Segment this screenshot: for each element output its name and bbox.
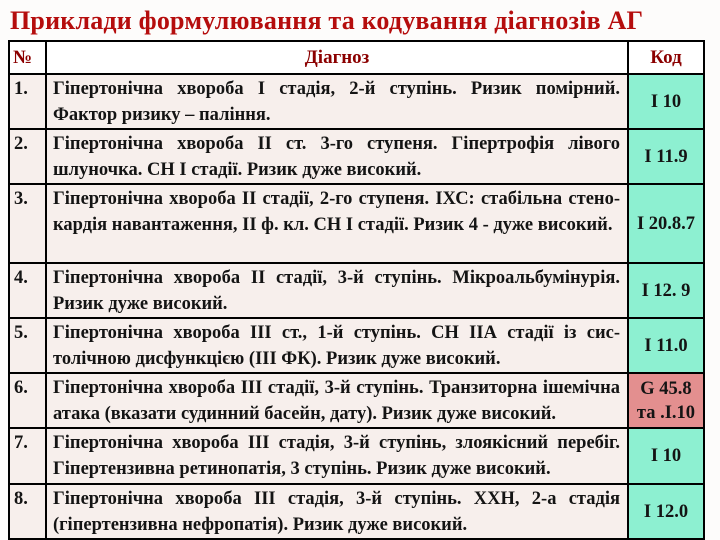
diagnosis-table xyxy=(8,40,705,540)
diagnosis-cell: Гіпертонічна хвороба I стадія, 2-й ступінь. Ризик помірний. Фактор ризику – паління. xyxy=(46,74,628,129)
table-row xyxy=(9,373,704,428)
row-number: 8. xyxy=(9,484,46,539)
table-header-row xyxy=(9,41,704,74)
table-row xyxy=(9,428,704,484)
code-cell: I 10 xyxy=(628,428,704,484)
code-cell: I 12. 9 xyxy=(628,263,704,318)
diagnosis-cell: Гіпертонічна хвороба III стадії, 3-й ступінь. Транзиторна ішемічна атака (вказати судинний басейн, дату). Ризик дуже високий. xyxy=(46,373,628,428)
code-cell: I 10 xyxy=(628,74,704,129)
row-number: 7. xyxy=(9,428,46,484)
table-body xyxy=(9,74,704,539)
row-number: 1. xyxy=(9,74,46,129)
table-row xyxy=(9,263,704,318)
row-number: 2. xyxy=(9,129,46,184)
table-row xyxy=(9,484,704,539)
code-cell: G 45.8 та .I.10 xyxy=(628,373,704,428)
code-cell: I 20.8.7 xyxy=(628,184,704,263)
code-cell: I 12.0 xyxy=(628,484,704,539)
code-cell: I 11.0 xyxy=(628,318,704,373)
row-number: 4. xyxy=(9,263,46,318)
diagnosis-cell: Гіпертонічна хвороба III стадія, 3-й ступінь, злоякісний перебіг. Гіпертензивна ретинопатія, 3 ступінь. Ризик дуже високий. xyxy=(46,428,628,484)
row-number: 6. xyxy=(9,373,46,428)
diagnosis-cell: Гіпертонічна хвороба III ст., 1-й ступінь. СН IIА стадії із сис-толічною дисфункцією (III ФК). Ризик дуже високий. xyxy=(46,318,628,373)
code-cell: I 11.9 xyxy=(628,129,704,184)
column-header-diagnosis: Діагноз xyxy=(46,41,628,74)
diagnosis-cell: Гіпертонічна хвороба II ст. 3-го ступеня. Гіпертрофія лівого шлуночка. СН I стадії. Ризик дуже високий. xyxy=(46,129,628,184)
diagnosis-cell: Гіпертонічна хвороба III стадія, 3-й ступінь. ХХН, 2-а стадія (гіпертензивна нефропатія). Ризик дуже високий. xyxy=(46,484,628,539)
row-number: 5. xyxy=(9,318,46,373)
column-header-code: Код xyxy=(628,41,704,74)
table-row xyxy=(9,184,704,263)
page-title: Приклади формулювання та кодування діагнозів АГ xyxy=(10,6,644,35)
diagnosis-cell: Гіпертонічна хвороба II стадії, 2-го ступеня. IХС: стабільна стено-кардія навантаження, II ф. кл. СН I стадії. Ризик 4 - дуже високий. xyxy=(46,184,628,263)
diagnosis-cell: Гіпертонічна хвороба II стадії, 3-й ступінь. Мікроальбумінурія. Ризик дуже високий. xyxy=(46,263,628,318)
table-row xyxy=(9,74,704,129)
column-header-number: № xyxy=(9,41,46,74)
table-row xyxy=(9,129,704,184)
row-number: 3. xyxy=(9,184,46,263)
table-row xyxy=(9,318,704,373)
